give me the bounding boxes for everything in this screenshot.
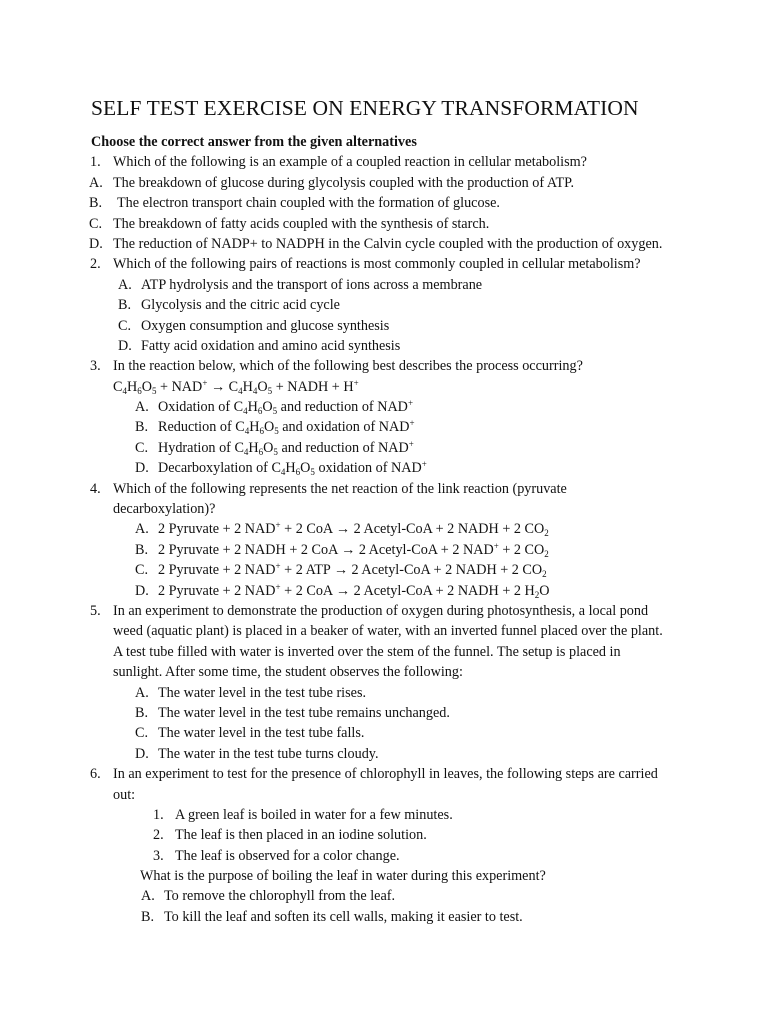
question-3 bbox=[0, 356, 768, 376]
exercise-body bbox=[0, 132, 768, 927]
question-4 bbox=[0, 479, 768, 499]
question-2 bbox=[0, 254, 768, 274]
option-letter: B. bbox=[141, 908, 155, 925]
q2-option-a[interactable] bbox=[0, 275, 768, 295]
option-text: Oxidation of $C_4H_6O_5$ and reduction of NAD+ bbox=[158, 398, 414, 417]
question-number: 6. bbox=[90, 766, 101, 783]
q4-option-c[interactable] bbox=[0, 560, 768, 580]
option-letter: C. bbox=[135, 562, 149, 579]
q1-option-b[interactable] bbox=[0, 193, 768, 213]
option-letter: D. bbox=[118, 337, 132, 354]
q3-option-b[interactable] bbox=[0, 417, 768, 437]
option-text: The reduction of NADP+ to NADPH in the Calvin cycle coupled with the production of oxygen. bbox=[113, 235, 663, 252]
option-text: The water level in the test tube falls. bbox=[158, 725, 365, 742]
chemical-equation: $C_4H_6O_5 + NAD^+ \to C_4H_4O_5$ + NADH + H+ bbox=[113, 377, 359, 396]
question-text: decarboxylation)? bbox=[113, 501, 216, 518]
option-letter: B. bbox=[135, 704, 149, 721]
step-number: 1. bbox=[153, 806, 164, 823]
option-text: Fatty acid oxidation and amino acid synthesis bbox=[141, 337, 401, 354]
option-letter: A. bbox=[135, 521, 149, 538]
option-text: The water level in the test tube rises. bbox=[158, 684, 367, 701]
option-letter: D. bbox=[135, 582, 149, 599]
q6-sub-question bbox=[0, 866, 768, 886]
q5-option-c[interactable] bbox=[0, 723, 768, 743]
option-text: ATP hydrolysis and the transport of ions across a membrane bbox=[141, 276, 483, 293]
option-letter: A. bbox=[135, 399, 149, 416]
option-letter: A. bbox=[89, 174, 103, 191]
question-6 bbox=[0, 764, 768, 784]
question-text: In the reaction below, which of the following best describes the process occurring? bbox=[113, 358, 583, 375]
q3-reaction bbox=[0, 377, 768, 397]
step-text: A green leaf is boiled in water for a few minutes. bbox=[175, 806, 453, 823]
step-text: The leaf is then placed in an iodine solution. bbox=[175, 827, 427, 844]
option-letter: A. bbox=[141, 888, 155, 905]
question-5-line-4 bbox=[0, 662, 768, 682]
q6-option-b[interactable] bbox=[0, 907, 768, 927]
q1-option-a[interactable] bbox=[0, 173, 768, 193]
question-text: In an experiment to test for the presence of chlorophyll in leaves, the following steps are carried bbox=[113, 766, 658, 783]
question-text: weed (aquatic plant) is placed in a beaker of water, with an inverted funnel placed over the plant. bbox=[113, 623, 663, 640]
question-5 bbox=[0, 601, 768, 621]
q5-option-a[interactable] bbox=[0, 683, 768, 703]
q3-option-a[interactable] bbox=[0, 397, 768, 417]
question-text: A test tube filled with water is inverted over the stem of the funnel. The setup is placed in bbox=[113, 643, 621, 660]
q4-option-d[interactable] bbox=[0, 581, 768, 601]
option-text: 2 Pyruvate + 2 NADH + 2 CoA → 2 Acetyl-CoA + 2 NAD+ + 2 $CO_2$ bbox=[158, 540, 549, 559]
question-text: In an experiment to demonstrate the production of oxygen during photosynthesis, a local pond bbox=[113, 602, 649, 619]
q5-option-b[interactable] bbox=[0, 703, 768, 723]
step-number: 3. bbox=[153, 847, 164, 864]
step-text: The leaf is observed for a color change. bbox=[175, 847, 400, 864]
q1-option-d[interactable] bbox=[0, 234, 768, 254]
question-4-continued bbox=[0, 499, 768, 519]
question-1 bbox=[0, 152, 768, 172]
question-number: 3. bbox=[90, 358, 101, 375]
question-text: Which of the following represents the net reaction of the link reaction (pyruvate bbox=[113, 480, 567, 497]
question-6-continued bbox=[0, 785, 768, 805]
question-5-line-2 bbox=[0, 621, 768, 641]
q5-option-d[interactable] bbox=[0, 744, 768, 764]
option-text: 2 Pyruvate + 2 NAD+ + 2 CoA → 2 Acetyl-CoA + 2 NADH + 2 $H_2O$ bbox=[158, 581, 550, 600]
question-text: Which of the following is an example of a coupled reaction in cellular metabolism? bbox=[113, 154, 587, 171]
instructions: Choose the correct answer from the given alternatives bbox=[91, 134, 417, 150]
option-letter: A. bbox=[118, 276, 132, 293]
option-text: Reduction of $C_4H_6O_5$ and oxidation of NAD+ bbox=[158, 418, 415, 437]
option-text: The electron transport chain coupled with the formation of glucose. bbox=[117, 195, 500, 212]
question-number: 1. bbox=[90, 154, 101, 171]
option-letter: C. bbox=[118, 317, 132, 334]
option-letter: C. bbox=[89, 215, 103, 232]
question-number: 2. bbox=[90, 256, 101, 273]
option-letter: D. bbox=[89, 235, 103, 252]
option-text: The water level in the test tube remains unchanged. bbox=[158, 704, 450, 721]
option-letter: A. bbox=[135, 684, 149, 701]
q6-option-a[interactable] bbox=[0, 886, 768, 906]
q6-step-3 bbox=[0, 846, 768, 866]
option-text: 2 Pyruvate + 2 NAD+ + 2 CoA → 2 Acetyl-CoA + 2 NADH + 2 $CO_2$ bbox=[158, 520, 549, 539]
step-number: 2. bbox=[153, 827, 164, 844]
option-text: 2 Pyruvate + 2 NAD+ + 2 ATP → 2 Acetyl-CoA + 2 NADH + 2 $CO_2$ bbox=[158, 561, 547, 580]
option-letter: C. bbox=[135, 725, 149, 742]
option-text: Oxygen consumption and glucose synthesis bbox=[141, 317, 390, 334]
q4-option-b[interactable] bbox=[0, 540, 768, 560]
q3-option-c[interactable] bbox=[0, 438, 768, 458]
question-5-line-3 bbox=[0, 642, 768, 662]
question-number: 5. bbox=[90, 602, 101, 619]
question-text: out: bbox=[113, 786, 136, 803]
page-title: SELF TEST EXERCISE ON ENERGY TRANSFORMATION bbox=[91, 96, 639, 120]
option-letter: C. bbox=[135, 439, 149, 456]
q2-option-b[interactable] bbox=[0, 295, 768, 315]
option-letter: B. bbox=[118, 297, 132, 314]
q6-step-2 bbox=[0, 825, 768, 845]
question-number: 4. bbox=[90, 480, 101, 497]
option-text: The water in the test tube turns cloudy. bbox=[158, 745, 379, 762]
q1-option-c[interactable] bbox=[0, 214, 768, 234]
option-letter: B. bbox=[135, 541, 149, 558]
option-letter: D. bbox=[135, 460, 149, 477]
q2-option-c[interactable] bbox=[0, 316, 768, 336]
option-letter: B. bbox=[89, 195, 103, 212]
question-text: sunlight. After some time, the student observes the following: bbox=[113, 664, 463, 681]
option-letter: D. bbox=[135, 745, 149, 762]
option-text: To kill the leaf and soften its cell walls, making it easier to test. bbox=[164, 908, 523, 925]
option-text: The breakdown of fatty acids coupled with the synthesis of starch. bbox=[113, 215, 490, 232]
option-text: Glycolysis and the citric acid cycle bbox=[141, 297, 340, 314]
option-text: To remove the chlorophyll from the leaf. bbox=[164, 888, 396, 905]
q2-option-d[interactable] bbox=[0, 336, 768, 356]
option-text: Hydration of $C_4H_6O_5$ and reduction of NAD+ bbox=[158, 438, 414, 457]
q3-option-d[interactable] bbox=[0, 458, 768, 478]
sub-question-text: What is the purpose of boiling the leaf in water during this experiment? bbox=[140, 868, 546, 885]
option-text: Decarboxylation of $C_4H_6O_5$ oxidation of NAD+ bbox=[158, 459, 427, 478]
q4-option-a[interactable] bbox=[0, 519, 768, 539]
option-letter: B. bbox=[135, 419, 149, 436]
q6-step-1 bbox=[0, 805, 768, 825]
option-text: The breakdown of glucose during glycolysis coupled with the production of ATP. bbox=[113, 174, 575, 191]
question-text: Which of the following pairs of reactions is most commonly coupled in cellular metabolism? bbox=[113, 256, 641, 273]
